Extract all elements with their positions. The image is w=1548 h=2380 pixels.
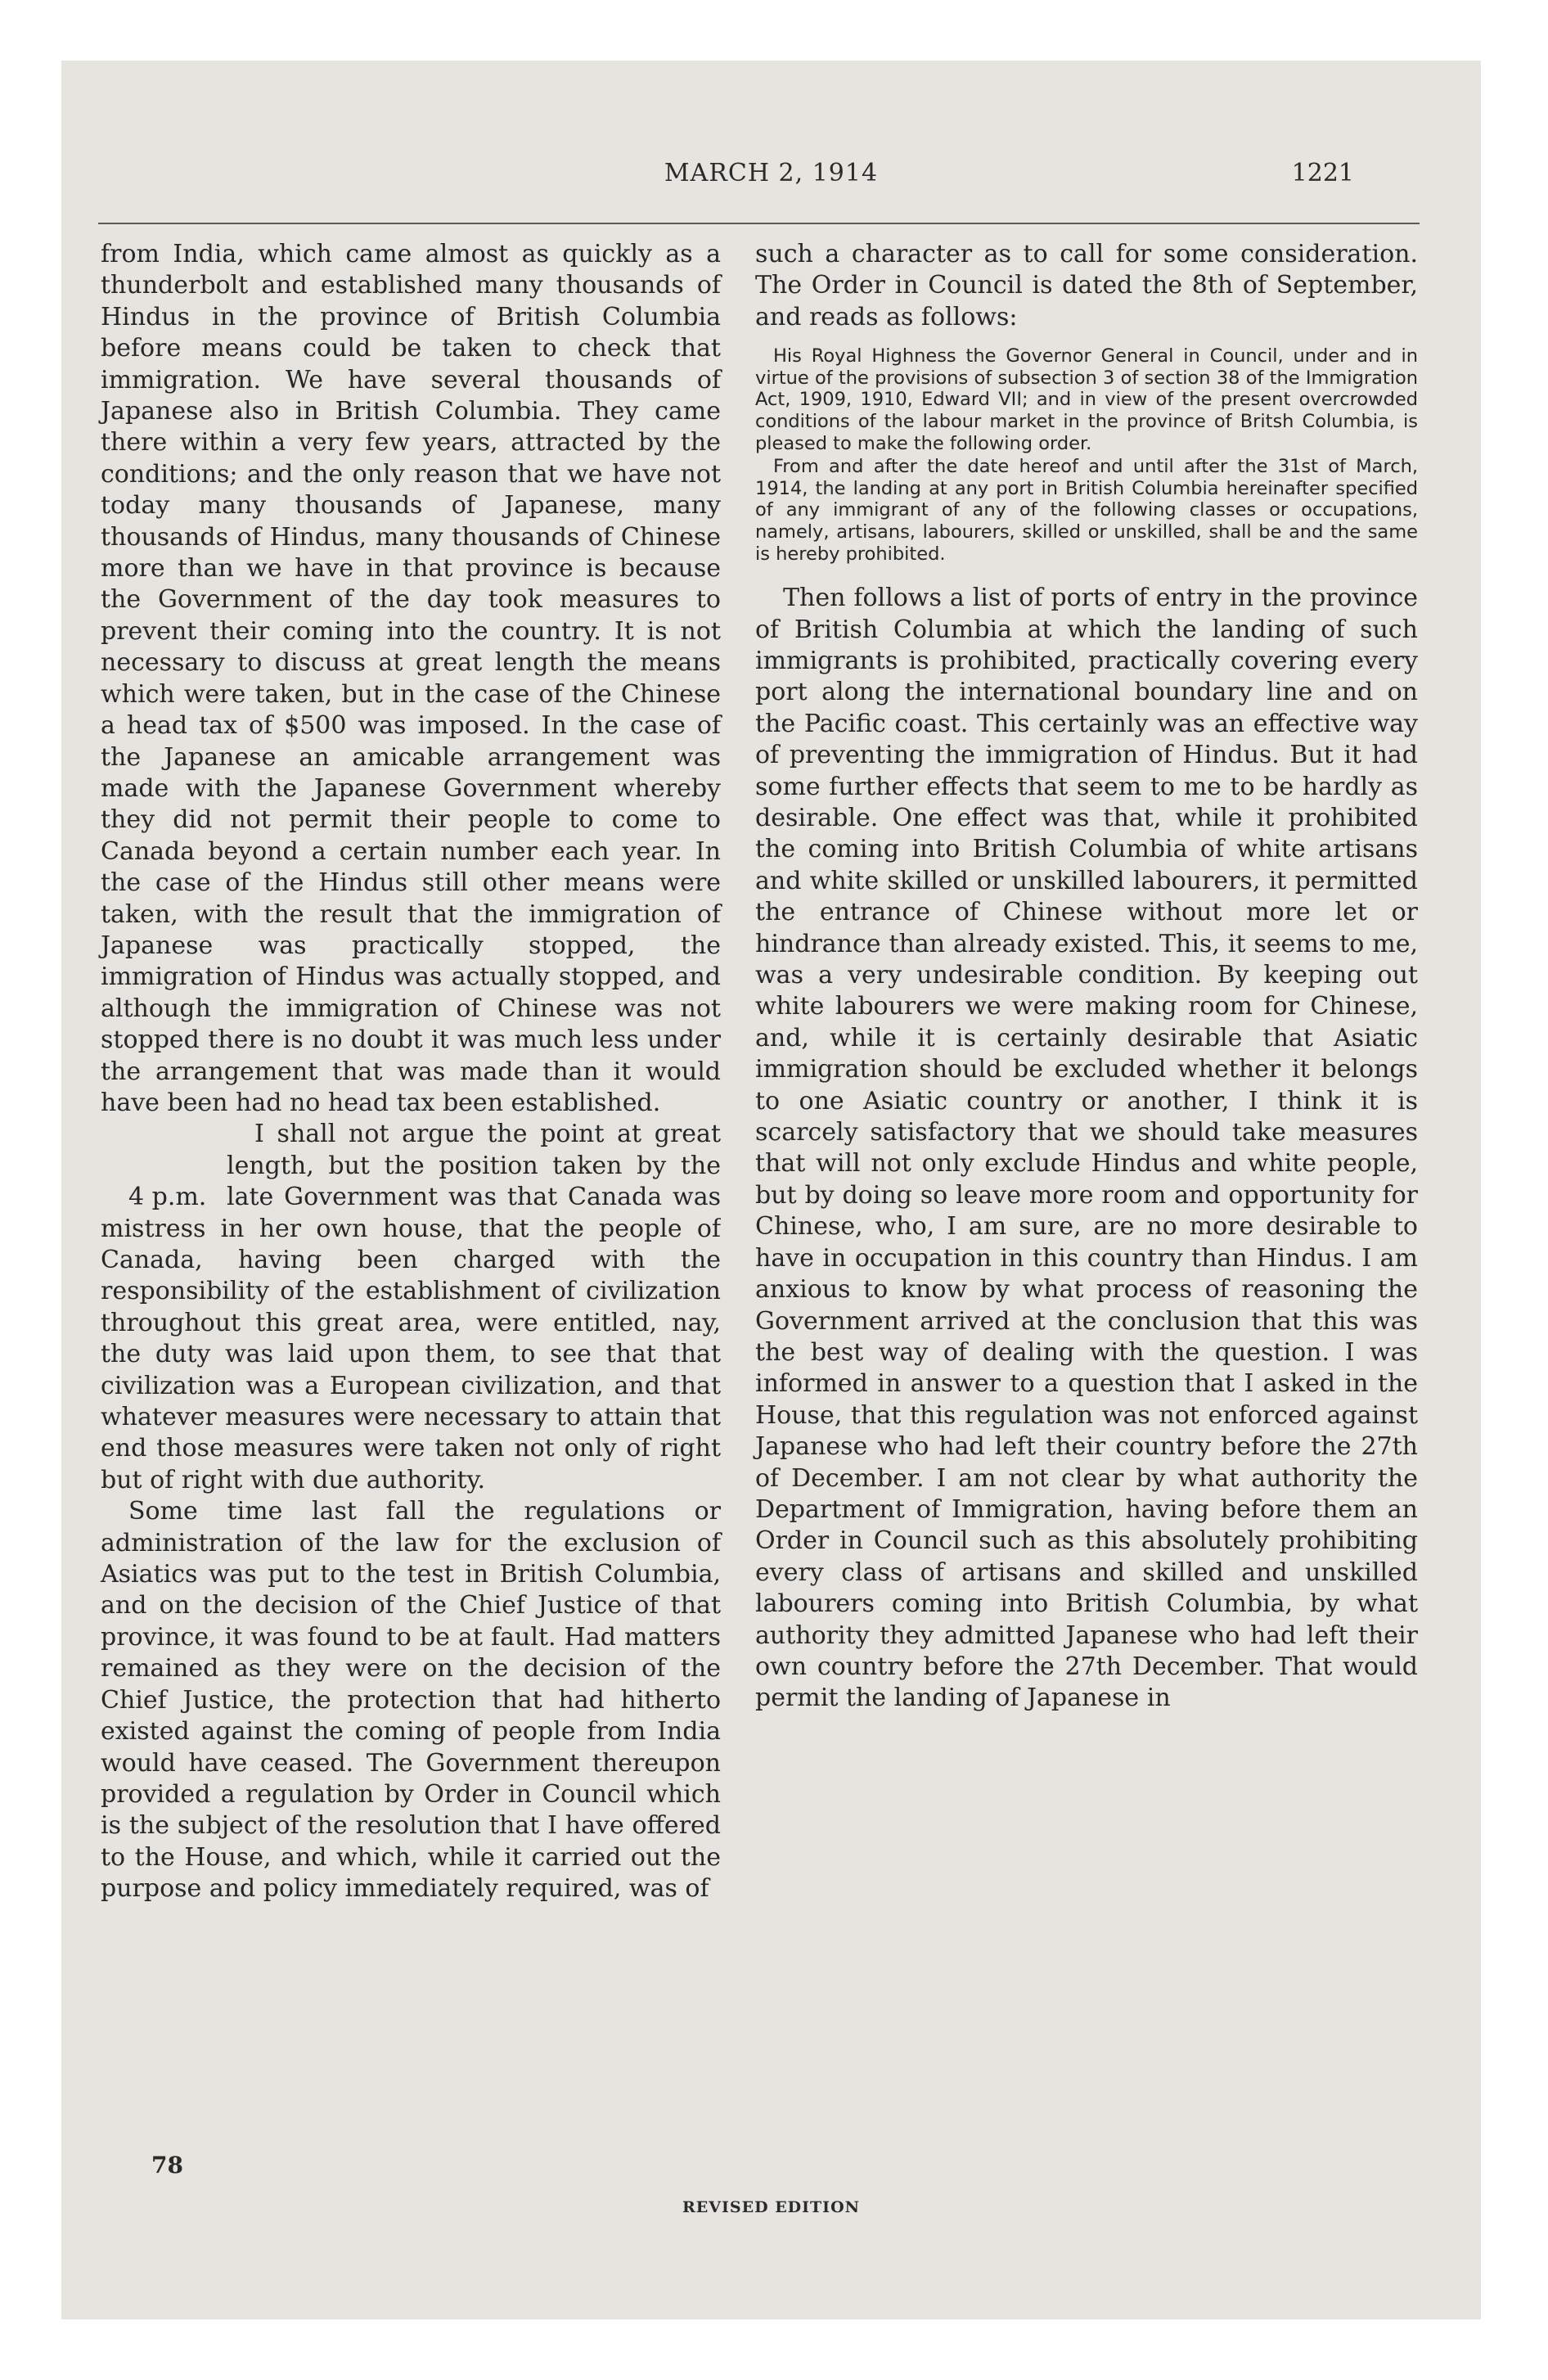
paragraph: Some time last fall the regulations or administration of the law for the exclusion of Asiatics was put to the test in British Columbia, and on the decision of the Chief Justice of that province, it was found to be at fault. Had matters remained as they were on the decision of the Chief Justice, the protection that had hitherto existed against the coming of people from India would have ceased. The Government thereupon provided a regulation by Order in Council which is the subject of the resolution that I have offered to the House, and which, while it carried out the purpose and policy immediately required, was of [101, 1497, 721, 1904]
right-column [755, 239, 1418, 1715]
spacer [755, 565, 1418, 583]
paragraph: such a character as to call for some consideration. The Order in Council is dated the 8th of September, and reads as follows: [755, 240, 1418, 331]
left-column [101, 239, 721, 1905]
edition-label: REVISED EDITION [682, 2198, 860, 2216]
quote-paragraph: His Royal Highness the Governor General in Council, under and in virtue of the provisions of subsection 3 of section 38 of the Immigration Act, 1909, 1910, Edward VII; and in view of the present overcrowded conditions of the labour market in the province of Britsh Columbia, is pleased to make the following order. [755, 345, 1418, 454]
header-page-number: 1221 [1291, 159, 1354, 187]
header-rule [98, 223, 1420, 224]
scanned-page [61, 61, 1481, 2319]
paragraph: I shall not argue the point at great length, but the position taken by the late Government was that Canada was mistress in her own house, that the people of Canada, having been charged with the responsibility of the establishment of civilization throughout this great area, were entitled, nay, the duty was laid upon them, to see that that civilization was a European civilization, and that whatever measures were necessary to attain that end those measures were taken not only of right but of right with due authority. [101, 1120, 721, 1494]
time-margin-note: 4 p.m. [128, 1183, 207, 1212]
quote-paragraph: From and after the date hereof and until after the 31st of March, 1914, the landing at any port in British Columbia hereinafter specified of any immigrant of any of the following classes or occupations, namely, artisans, labourers, skilled or unskilled, shall be and the same is hereby prohibited. [755, 456, 1418, 565]
header-date: MARCH 2, 1914 [664, 159, 879, 187]
order-in-council-quote [755, 345, 1418, 565]
paragraph: from India, which came almost as quickly as a thunderbolt and established many thousands of Hindus in the province of British Columbia before means could be taken to check that immigration. We have several thousands of Japanese also in British Columbia. They came there within a very few years, attracted by the conditions; and the only reason that we have not today many thousands of Japanese, many thousands of Hindus, many thousands of Chinese more than we have in that province is because the Government of the day took measures to prevent their coming into the country. It is not necessary to discuss at great length the means which were taken, but in the case of the Chinese a head tax of $500 was imposed. In the case of the Japanese an amicable arrangement was made with the Japanese Government whereby they did not permit their people to come to Canada beyond a certain number each year. In the case of the Hindus still other means were taken, with the result that the immigration of Japanese was practically stopped, the immigration of Hindus was actually stopped, and although the immigration of Chinese was not stopped there is no doubt it was much less under the arrangement that was made than it would have been had no head tax been established. [101, 240, 721, 1117]
footer-page-number: 78 [151, 2152, 183, 2179]
paragraph-with-time-note [101, 1119, 721, 1496]
paragraph: Then follows a list of ports of entry in the province of British Columbia at which the landing of such immigrants is prohibited, practically covering every port along the international boundary line and on the Pacific coast. This certainly was an effective way of preventing the immigration of Hindus. But it had some further effects that seem to me to be hardly as desirable. One effect was that, while it prohibited the coming into British Columbia of white artisans and white skilled or unskilled labourers, it permitted the entrance of Chinese without more let or hindrance than already existed. This, it seems to me, was a very undesirable condition. By keeping out white labourers we were making room for Chinese, and, while it is certainly desirable that Asiatic immigration should be excluded whether it belongs to one Asiatic country or another, I think it is scarcely satisfactory that we should take measures that will not only exclude Hindus and white people, but by doing so leave more room and opportunity for Chinese, who, I am sure, are no more desirable to have in occupation in this country than Hindus. I am anxious to know by what process of reasoning the Government arrived at the conclusion that this was the best way of dealing with the question. I was informed in answer to a question that I asked in the House, that this regulation was not enforced against Japanese who had left their country before the 27th of December. I am not clear by what authority the Department of Immigration, having before them an Order in Council such as this absolutely prohibiting every class of artisans and skilled and unskilled labourers coming into British Columbia, by what authority they admitted Japanese who had left their own country before the 27th December. That would permit the landing of Japanese in [755, 584, 1418, 1713]
